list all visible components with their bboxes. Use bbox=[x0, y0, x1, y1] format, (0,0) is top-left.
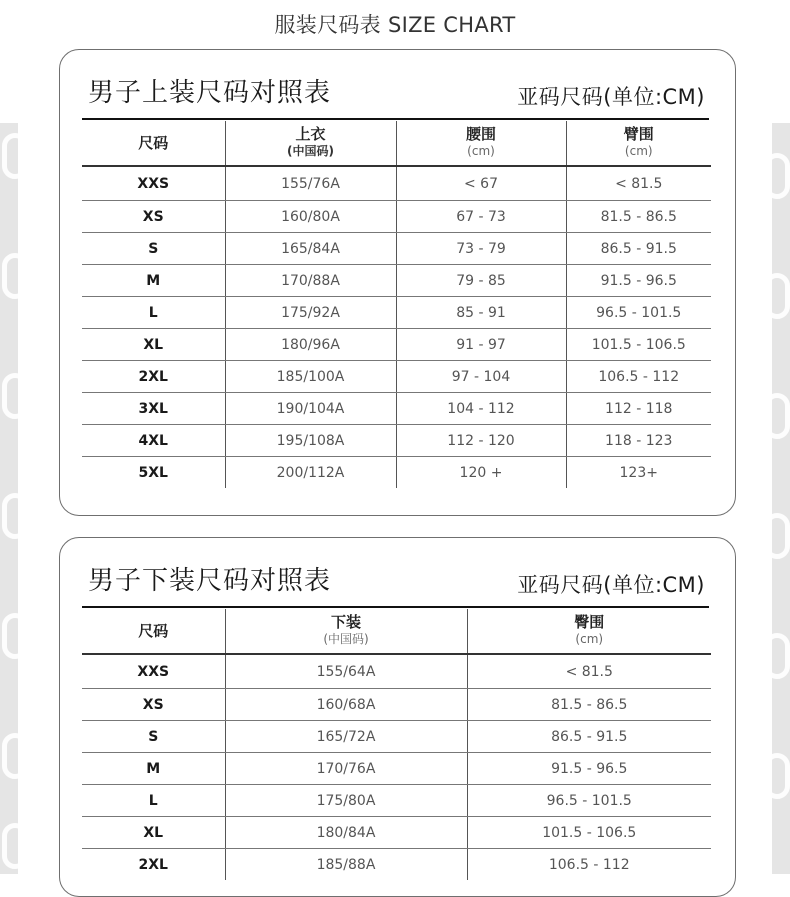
value-cell: 180/96A bbox=[225, 329, 396, 361]
decor-shape bbox=[2, 733, 18, 779]
value-cell: 91.5 - 96.5 bbox=[566, 265, 711, 297]
decor-shape bbox=[772, 153, 790, 199]
size-cell: M bbox=[82, 753, 225, 785]
value-cell: 91 - 97 bbox=[396, 329, 566, 361]
value-cell: 118 - 123 bbox=[566, 425, 711, 457]
value-cell: 155/76A bbox=[225, 166, 396, 201]
table-row bbox=[82, 721, 711, 753]
header-waist: 腰围 (cm) bbox=[396, 121, 566, 166]
value-cell: 97 - 104 bbox=[396, 361, 566, 393]
decor-shape bbox=[2, 613, 18, 659]
header-size: 尺码 bbox=[82, 121, 225, 166]
size-cell: M bbox=[82, 265, 225, 297]
tops-size-card bbox=[59, 49, 736, 516]
decor-shape bbox=[772, 513, 790, 559]
table-row bbox=[82, 201, 711, 233]
value-cell: < 81.5 bbox=[467, 654, 711, 689]
value-cell: 86.5 - 91.5 bbox=[566, 233, 711, 265]
value-cell: 104 - 112 bbox=[396, 393, 566, 425]
value-cell: 123+ bbox=[566, 457, 711, 489]
bottoms-card-header bbox=[82, 538, 709, 608]
value-cell: 165/72A bbox=[225, 721, 467, 753]
value-cell: 91.5 - 96.5 bbox=[467, 753, 711, 785]
decor-shape bbox=[772, 273, 790, 319]
table-row bbox=[82, 753, 711, 785]
size-cell: 5XL bbox=[138, 464, 168, 481]
decor-shape bbox=[772, 393, 790, 439]
table-row bbox=[82, 393, 711, 425]
value-cell: 120 + bbox=[396, 457, 566, 489]
value-cell: 195/108A bbox=[225, 425, 396, 457]
size-cell: XS bbox=[82, 201, 225, 233]
right-decor-strip bbox=[772, 123, 790, 874]
header-bottom-cn: 下装 (中国码) bbox=[225, 609, 467, 654]
value-cell: 160/80A bbox=[225, 201, 396, 233]
table-row bbox=[82, 166, 711, 201]
table-row bbox=[82, 297, 711, 329]
value-cell: 79 - 85 bbox=[396, 265, 566, 297]
value-cell: 175/92A bbox=[225, 297, 396, 329]
value-cell: 200/112A bbox=[225, 457, 396, 489]
tops-card-title: 男子上装尺码对照表 bbox=[88, 78, 332, 108]
value-cell: < 81.5 bbox=[566, 166, 711, 201]
size-cell: 2XL bbox=[138, 856, 168, 873]
left-decor-strip bbox=[0, 123, 18, 874]
bottoms-card-unit: 亚码尺码(单位:CM) bbox=[517, 573, 705, 597]
decor-shape bbox=[2, 493, 18, 539]
table-row bbox=[82, 233, 711, 265]
size-cell: XS bbox=[82, 689, 225, 721]
value-cell: 101.5 - 106.5 bbox=[566, 329, 711, 361]
tops-size-table bbox=[82, 121, 711, 488]
size-cell: L bbox=[82, 297, 225, 329]
size-cell: S bbox=[82, 233, 225, 265]
value-cell: < 67 bbox=[396, 166, 566, 201]
value-cell: 180/84A bbox=[225, 817, 467, 849]
table-row bbox=[82, 361, 711, 393]
decor-shape bbox=[772, 753, 790, 799]
value-cell: 185/100A bbox=[225, 361, 396, 393]
decor-shape bbox=[2, 133, 18, 179]
value-cell: 160/68A bbox=[225, 689, 467, 721]
header-top-cn: 上衣 (中国码) bbox=[225, 121, 396, 166]
tops-card-unit: 亚码尺码(单位:CM) bbox=[517, 85, 705, 109]
header-hip: 臂围 (cm) bbox=[566, 121, 711, 166]
size-cell: XXS bbox=[82, 166, 225, 201]
value-cell: 175/80A bbox=[225, 785, 467, 817]
decor-shape bbox=[2, 373, 18, 419]
value-cell: 155/64A bbox=[225, 654, 467, 689]
table-row bbox=[82, 689, 711, 721]
decor-shape bbox=[772, 633, 790, 679]
bottoms-card-title: 男子下装尺码对照表 bbox=[88, 566, 332, 596]
size-cell: XXS bbox=[82, 654, 225, 689]
bottoms-size-table bbox=[82, 609, 711, 880]
value-cell: 81.5 - 86.5 bbox=[467, 689, 711, 721]
size-cell: 4XL bbox=[82, 425, 225, 457]
size-cell: XL bbox=[82, 329, 225, 361]
table-header-row bbox=[82, 121, 711, 166]
size-cell: 3XL bbox=[82, 393, 225, 425]
decor-shape bbox=[2, 253, 18, 299]
decor-shape bbox=[2, 823, 18, 869]
tops-card-header bbox=[82, 50, 709, 120]
value-cell: 96.5 - 101.5 bbox=[467, 785, 711, 817]
value-cell: 112 - 120 bbox=[396, 425, 566, 457]
page-title: 服装尺码表 SIZE CHART bbox=[274, 13, 516, 37]
value-cell: 165/84A bbox=[225, 233, 396, 265]
size-cell: 2XL bbox=[82, 361, 225, 393]
value-cell: 96.5 - 101.5 bbox=[566, 297, 711, 329]
table-row bbox=[82, 329, 711, 361]
header-hip: 臀围 (cm) bbox=[467, 609, 711, 654]
value-cell: 73 - 79 bbox=[396, 233, 566, 265]
bottoms-size-card bbox=[59, 537, 736, 897]
table-row bbox=[82, 265, 711, 297]
size-cell: S bbox=[82, 721, 225, 753]
value-cell: 170/76A bbox=[225, 753, 467, 785]
size-cell: L bbox=[82, 785, 225, 817]
table-row bbox=[82, 425, 711, 457]
table-header-row bbox=[82, 609, 711, 654]
value-cell: 106.5 - 112 bbox=[566, 361, 711, 393]
value-cell: 101.5 - 106.5 bbox=[467, 817, 711, 849]
value-cell: 86.5 - 91.5 bbox=[467, 721, 711, 753]
value-cell: 67 - 73 bbox=[396, 201, 566, 233]
table-row bbox=[82, 817, 711, 849]
value-cell: 185/88A bbox=[225, 849, 467, 881]
value-cell: 190/104A bbox=[225, 393, 396, 425]
value-cell: 85 - 91 bbox=[396, 297, 566, 329]
value-cell: 106.5 - 112 bbox=[467, 849, 711, 881]
size-cell: XL bbox=[82, 817, 225, 849]
table-row bbox=[82, 785, 711, 817]
value-cell: 81.5 - 86.5 bbox=[566, 201, 711, 233]
table-row bbox=[82, 457, 711, 489]
table-row bbox=[82, 849, 711, 881]
value-cell: 170/88A bbox=[225, 265, 396, 297]
value-cell: 112 - 118 bbox=[566, 393, 711, 425]
table-row bbox=[82, 654, 711, 689]
header-size: 尺码 bbox=[82, 609, 225, 654]
